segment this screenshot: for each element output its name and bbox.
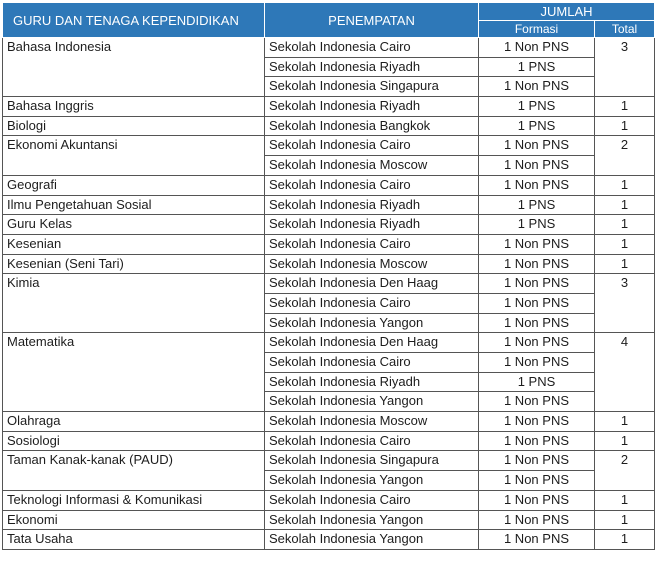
formasi-cell: 1 Non PNS xyxy=(479,392,595,412)
header-total: Total xyxy=(595,21,655,38)
formasi-cell: 1 Non PNS xyxy=(479,333,595,353)
header-formasi: Formasi xyxy=(479,21,595,38)
formation-table xyxy=(2,2,655,550)
table-row xyxy=(3,510,655,530)
table-row xyxy=(3,254,655,274)
total-cell: 1 xyxy=(595,254,655,274)
formasi-cell: 1 Non PNS xyxy=(479,431,595,451)
formasi-cell: 1 Non PNS xyxy=(479,234,595,254)
placement-cell: Sekolah Indonesia Yangon xyxy=(265,510,479,530)
formasi-cell: 1 Non PNS xyxy=(479,175,595,195)
total-cell: 1 xyxy=(595,510,655,530)
placement-cell: Sekolah Indonesia Moscow xyxy=(265,412,479,432)
subject-cell: Taman Kanak-kanak (PAUD) xyxy=(3,451,265,490)
subject-cell: Teknologi Informasi & Komunikasi xyxy=(3,490,265,510)
total-cell: 1 xyxy=(595,175,655,195)
subject-cell: Kesenian xyxy=(3,234,265,254)
table-row xyxy=(3,234,655,254)
table-row xyxy=(3,97,655,117)
formasi-cell: 1 Non PNS xyxy=(479,274,595,294)
table-row xyxy=(3,136,655,156)
total-cell: 2 xyxy=(595,451,655,490)
total-cell: 1 xyxy=(595,412,655,432)
formasi-cell: 1 Non PNS xyxy=(479,353,595,373)
placement-cell: Sekolah Indonesia Riyadh xyxy=(265,372,479,392)
table-row xyxy=(3,116,655,136)
placement-cell: Sekolah Indonesia Cairo xyxy=(265,431,479,451)
header-placement: PENEMPATAN xyxy=(265,3,479,38)
subject-cell: Tata Usaha xyxy=(3,530,265,550)
total-cell: 1 xyxy=(595,234,655,254)
formasi-cell: 1 PNS xyxy=(479,97,595,117)
subject-cell: Kesenian (Seni Tari) xyxy=(3,254,265,274)
placement-cell: Sekolah Indonesia Riyadh xyxy=(265,195,479,215)
total-cell: 3 xyxy=(595,274,655,333)
table-row xyxy=(3,530,655,550)
formasi-cell: 1 Non PNS xyxy=(479,471,595,491)
table-row xyxy=(3,38,655,58)
table-row xyxy=(3,490,655,510)
table-row xyxy=(3,412,655,432)
formasi-cell: 1 PNS xyxy=(479,372,595,392)
total-cell: 1 xyxy=(595,215,655,235)
total-cell: 1 xyxy=(595,97,655,117)
table-row xyxy=(3,333,655,353)
placement-cell: Sekolah Indonesia Cairo xyxy=(265,136,479,156)
subject-cell: Ekonomi xyxy=(3,510,265,530)
total-cell: 1 xyxy=(595,116,655,136)
subject-cell: Olahraga xyxy=(3,412,265,432)
total-cell: 2 xyxy=(595,136,655,175)
placement-cell: Sekolah Indonesia Cairo xyxy=(265,353,479,373)
header-subject: GURU DAN TENAGA KEPENDIDIKAN xyxy=(3,3,265,38)
formasi-cell: 1 Non PNS xyxy=(479,38,595,58)
header-jumlah: JUMLAH xyxy=(479,3,655,21)
placement-cell: Sekolah Indonesia Cairo xyxy=(265,175,479,195)
formasi-cell: 1 Non PNS xyxy=(479,490,595,510)
subject-cell: Geografi xyxy=(3,175,265,195)
table-row xyxy=(3,175,655,195)
placement-cell: Sekolah Indonesia Moscow xyxy=(265,156,479,176)
placement-cell: Sekolah Indonesia Bangkok xyxy=(265,116,479,136)
table-row xyxy=(3,215,655,235)
placement-cell: Sekolah Indonesia Cairo xyxy=(265,293,479,313)
table-row xyxy=(3,274,655,294)
placement-cell: Sekolah Indonesia Cairo xyxy=(265,234,479,254)
subject-cell: Guru Kelas xyxy=(3,215,265,235)
table-row xyxy=(3,451,655,471)
placement-cell: Sekolah Indonesia Riyadh xyxy=(265,215,479,235)
subject-cell: Sosiologi xyxy=(3,431,265,451)
formasi-cell: 1 PNS xyxy=(479,57,595,77)
total-cell: 1 xyxy=(595,530,655,550)
formasi-cell: 1 Non PNS xyxy=(479,451,595,471)
placement-cell: Sekolah Indonesia Yangon xyxy=(265,392,479,412)
placement-cell: Sekolah Indonesia Singapura xyxy=(265,77,479,97)
subject-cell: Bahasa Indonesia xyxy=(3,38,265,97)
table-header xyxy=(3,3,655,38)
formasi-cell: 1 PNS xyxy=(479,116,595,136)
subject-cell: Ekonomi Akuntansi xyxy=(3,136,265,175)
total-cell: 4 xyxy=(595,333,655,412)
subject-cell: Kimia xyxy=(3,274,265,333)
formasi-cell: 1 Non PNS xyxy=(479,313,595,333)
placement-cell: Sekolah Indonesia Den Haag xyxy=(265,274,479,294)
total-cell: 1 xyxy=(595,490,655,510)
formasi-cell: 1 Non PNS xyxy=(479,77,595,97)
total-cell: 3 xyxy=(595,38,655,97)
formasi-cell: 1 Non PNS xyxy=(479,136,595,156)
subject-cell: Ilmu Pengetahuan Sosial xyxy=(3,195,265,215)
placement-cell: Sekolah Indonesia Singapura xyxy=(265,451,479,471)
placement-cell: Sekolah Indonesia Riyadh xyxy=(265,97,479,117)
formasi-cell: 1 Non PNS xyxy=(479,510,595,530)
table-row xyxy=(3,431,655,451)
formasi-cell: 1 Non PNS xyxy=(479,530,595,550)
placement-cell: Sekolah Indonesia Yangon xyxy=(265,471,479,491)
subject-cell: Matematika xyxy=(3,333,265,412)
placement-cell: Sekolah Indonesia Moscow xyxy=(265,254,479,274)
placement-cell: Sekolah Indonesia Cairo xyxy=(265,38,479,58)
table-row xyxy=(3,195,655,215)
table-body xyxy=(3,38,655,550)
formation-table-container xyxy=(2,2,655,550)
placement-cell: Sekolah Indonesia Yangon xyxy=(265,313,479,333)
formasi-cell: 1 Non PNS xyxy=(479,293,595,313)
placement-cell: Sekolah Indonesia Den Haag xyxy=(265,333,479,353)
subject-cell: Biologi xyxy=(3,116,265,136)
formasi-cell: 1 Non PNS xyxy=(479,156,595,176)
formasi-cell: 1 Non PNS xyxy=(479,412,595,432)
formasi-cell: 1 PNS xyxy=(479,195,595,215)
formasi-cell: 1 Non PNS xyxy=(479,254,595,274)
placement-cell: Sekolah Indonesia Yangon xyxy=(265,530,479,550)
subject-cell: Bahasa Inggris xyxy=(3,97,265,117)
total-cell: 1 xyxy=(595,195,655,215)
formasi-cell: 1 PNS xyxy=(479,215,595,235)
placement-cell: Sekolah Indonesia Cairo xyxy=(265,490,479,510)
total-cell: 1 xyxy=(595,431,655,451)
placement-cell: Sekolah Indonesia Riyadh xyxy=(265,57,479,77)
